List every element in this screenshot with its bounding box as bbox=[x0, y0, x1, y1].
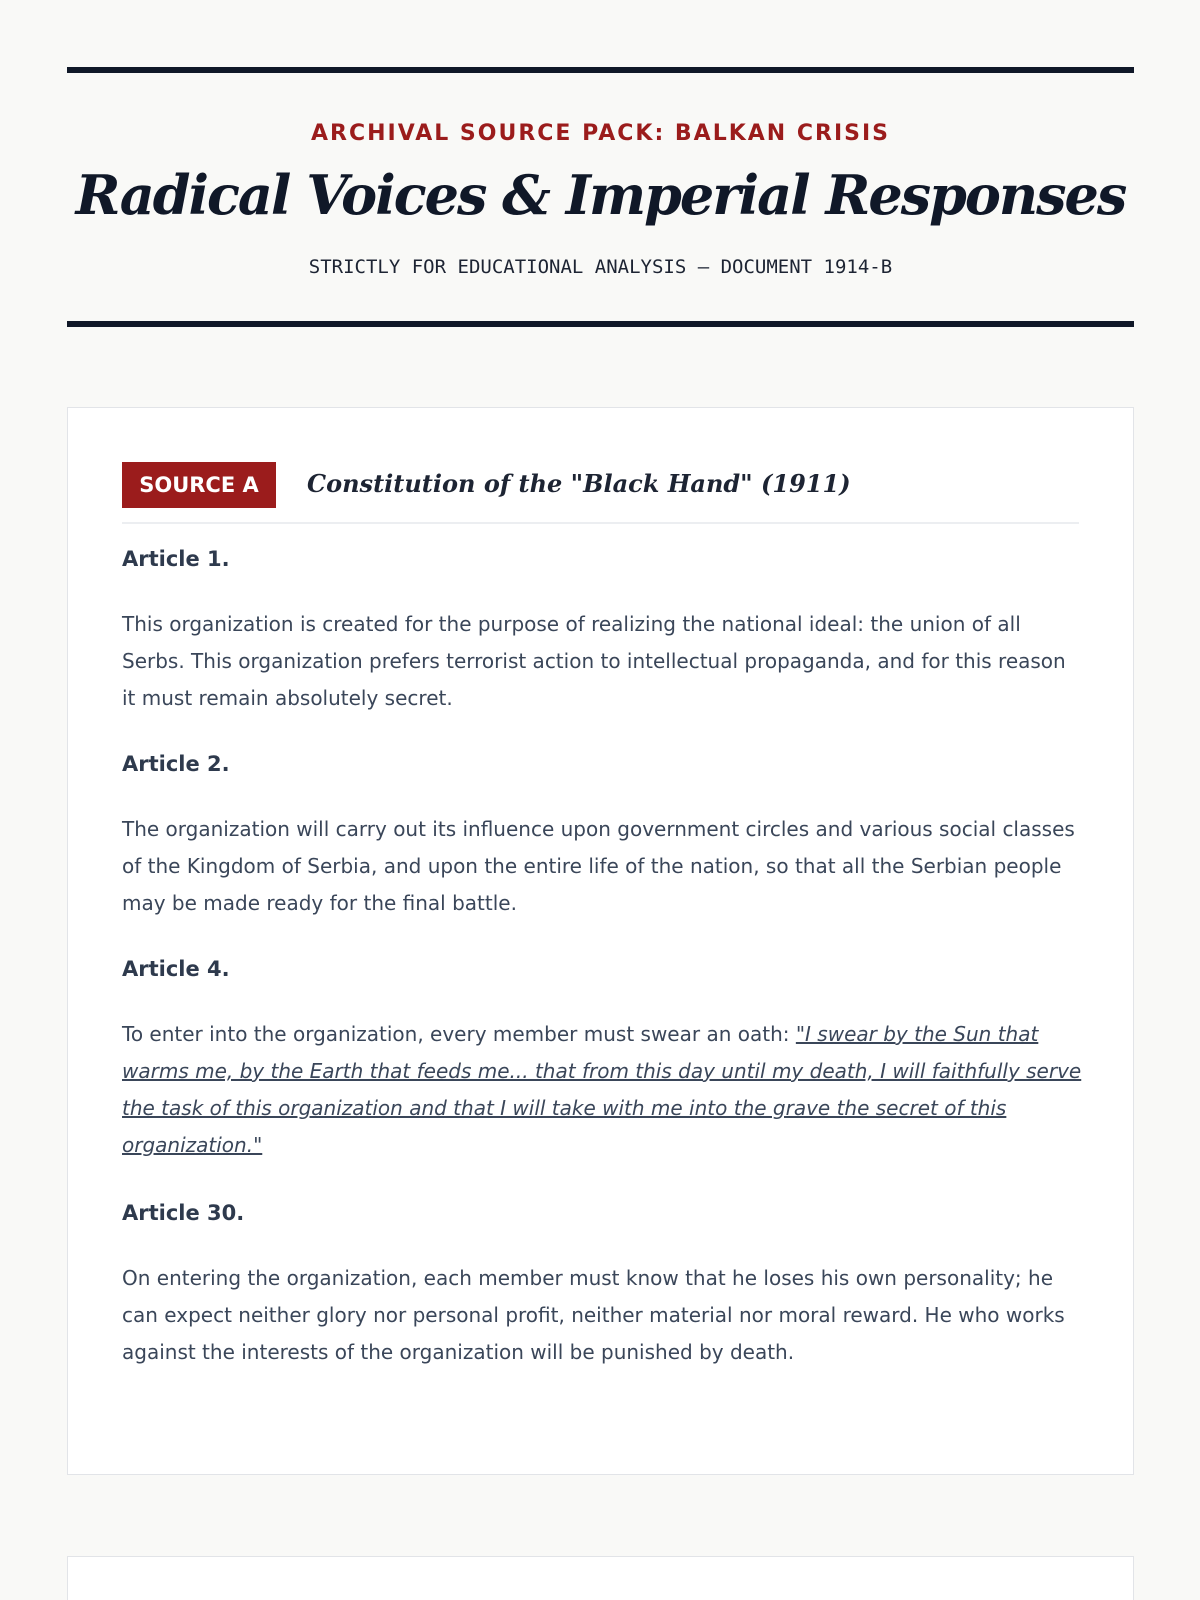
article-text: On entering the organization, each member must know that he loses his own personality; he can expect neither glory nor personal profit, neither material nor moral reward. He who works against the interests of the organization will be punished by death. bbox=[122, 1266, 1065, 1364]
source-title: Constitution of the "Black Hand" (1911) bbox=[307, 469, 851, 498]
article-text: To enter into the organization, every member must swear an oath: bbox=[122, 1022, 796, 1046]
article-heading: Article 4. bbox=[122, 957, 230, 981]
oath-quote: "I swear by the Sun that warms me, by the Earth that feeds me... that from this day until my death, I will faithfully serve the task of this organization and that I will take with me into the grave the secret of this organization." bbox=[122, 1022, 1082, 1157]
document-reference: STRICTLY FOR EDUCATIONAL ANALYSIS — DOCUMENT 1914-B bbox=[308, 256, 893, 278]
document-header bbox=[67, 67, 1134, 327]
pack-label: ARCHIVAL SOURCE PACK: BALKAN CRISIS bbox=[310, 121, 891, 146]
next-source-card bbox=[67, 1556, 1134, 1600]
article-heading: Article 1. bbox=[122, 547, 230, 571]
source-badge: SOURCE A bbox=[122, 462, 276, 508]
source-a-card bbox=[67, 407, 1134, 1475]
article-heading: Article 2. bbox=[122, 752, 230, 776]
article-heading: Article 30. bbox=[122, 1201, 245, 1225]
page-title: Radical Voices & Imperial Responses bbox=[75, 163, 1126, 227]
article-text: The organization will carry out its influence upon government circles and various social classes of the Kingdom of Serbia, and upon the entire life of the nation, so that all the Serbian people may be made ready for the final battle. bbox=[122, 817, 1075, 915]
article-text-with-oath bbox=[122, 1016, 1082, 1164]
article-text: This organization is created for the purpose of realizing the national ideal: the union of all Serbs. This organization prefers terrorist action to intellectual propaganda, and for this reason it must remain absolutely secret. bbox=[122, 612, 1066, 710]
source-a-header bbox=[122, 462, 1079, 524]
